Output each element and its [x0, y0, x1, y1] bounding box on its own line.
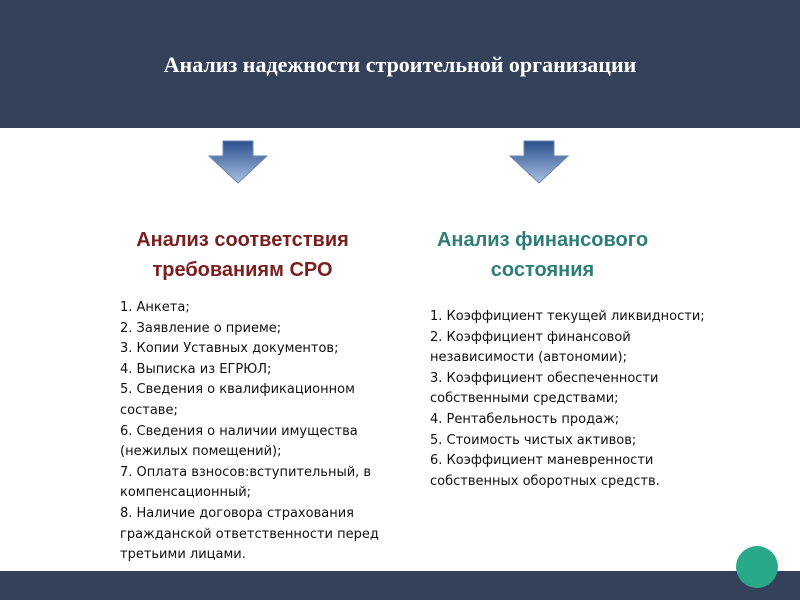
header-bar [0, 0, 800, 128]
list-item: 2. Коэффициент финансовой независимости (автономии); [430, 329, 631, 366]
list-item: 3. Копии Уставных документов; [120, 341, 339, 357]
list-item: 6. Сведения о наличии имущества (нежилых помещений); [120, 423, 358, 460]
next-slide-button[interactable] [736, 546, 778, 588]
list-item: 8. Наличие договора страхования гражданской ответственности перед третьими лицами. [120, 505, 379, 563]
list-item: 4. Рентабельность продаж; [430, 411, 620, 427]
financial-ratios-list [430, 307, 720, 492]
page-title: Анализ надежности строительной организации [163, 52, 637, 77]
list-item: 3. Коэффициент обеспеченности собственными средствами; [430, 370, 659, 407]
footer-bar [0, 571, 800, 600]
list-item: 2. Заявление о приеме; [120, 320, 282, 336]
list-item: 5. Сведения о квалификационном составе; [120, 382, 355, 418]
list-item: 6. Коэффициент маневренности собственных оборотных средств. [430, 453, 660, 489]
list-item: 4. Выписка из ЕГРЮЛ; [120, 361, 272, 377]
sro-compliance-heading: Анализ соответствия требованиям СРО [136, 229, 349, 281]
list-item: 7. Оплата взносов:вступительный, в компенсационный; [120, 464, 372, 501]
list-item: 1. Коэффициент текущей ликвидности; [430, 309, 705, 324]
list-item: 1. Анкета; [120, 300, 190, 315]
sro-requirements-list [120, 298, 410, 566]
down-arrow-right-icon [509, 140, 569, 184]
list-item: 5. Стоимость чистых активов; [430, 432, 637, 448]
down-arrow-left-icon [208, 140, 268, 184]
financial-state-heading: Анализ финансового состояния [436, 229, 649, 281]
